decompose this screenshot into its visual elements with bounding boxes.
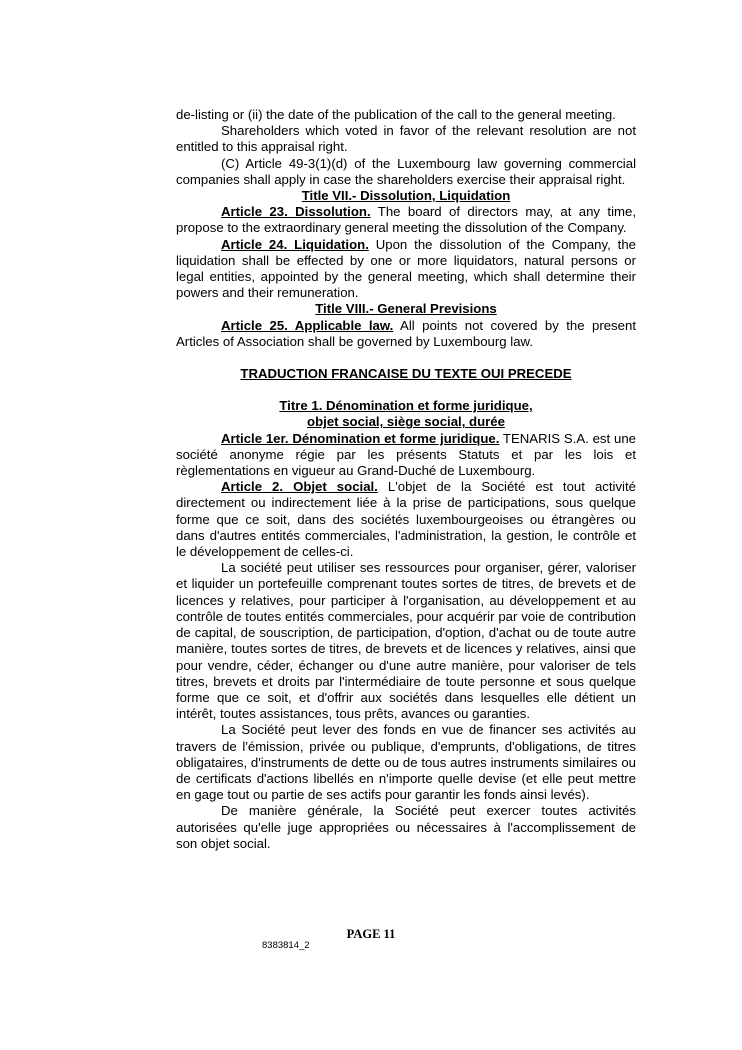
- article-1er: [176, 431, 636, 480]
- document-body: [176, 107, 636, 852]
- paragraph-delisting: de-listing or (ii) the date of the publication of the call to the general meeting.: [176, 107, 616, 122]
- paragraph-lever-fonds: La Société peut lever des fonds en vue de financer ses activités au travers de l'émission, privée ou publique, d'emprunts, d'obligations, de titres obligataires, d'instruments de dette ou de tous autres instruments similaires ou de certificats d'actions libellés en n'importe quelle devise (et elle peut mettre en gage tout ou partie de ses actifs pour garantir les fonds ainsi levés).: [176, 722, 636, 803]
- paragraph-ressources: La société peut utiliser ses ressources pour organiser, gérer, valoriser et liquider un portefeuille comprenant toutes sortes de titres, de brevets et de licences y relatives, pour participer à l'organisation, au développement et au contrôle de toutes entités commerciales, pour acquérir par voie de contribution de capital, de souscription, de participation, d'option, d'achat ou de toute autre manière, toutes sortes de titres, de brevets et de licences y relatives, ainsi que pour vendre, céder, échanger ou d'une autre manière, pour valoriser de tels titres, brevets et droits par l'intermédiaire de toute personne et sous quelque forme que ce soit, et d'offrir aux sociétés dans lesquelles elle détient un intérêt, toutes assistances, tous prêts, avances ou garanties.: [176, 560, 636, 722]
- article-24: [176, 237, 636, 302]
- traduction-heading: TRADUCTION FRANCAISE DU TEXTE OUI PRECEDE: [240, 366, 572, 382]
- article-2-heading: Article 2. Objet social.: [221, 479, 378, 495]
- paragraph-shareholders: Shareholders which voted in favor of the relevant resolution are not entitled to this appraisal right.: [176, 123, 636, 155]
- article-23-text: The board of directors may, at any time, propose to the extraordinary general meeting the dissolution of the Company.: [176, 204, 636, 236]
- titre-1-heading-line-1: Titre 1. Dénomination et forme juridique,: [279, 398, 533, 414]
- article-24-heading: Article 24. Liquidation.: [221, 236, 369, 252]
- page-number: PAGE 11: [346, 927, 396, 941]
- paragraph-maniere-generale: De manière générale, la Société peut exercer toutes activités autorisées qu'elle juge appropriées ou nécessaires à l'accomplissement de son objet social.: [176, 803, 636, 851]
- title-viii-heading: Title VIII.- General Previsions: [315, 301, 497, 317]
- article-25: [176, 318, 636, 350]
- article-2: [176, 479, 636, 560]
- spacer: [176, 382, 636, 398]
- title-vii-heading: Title VII.- Dissolution, Liquidation: [301, 188, 511, 204]
- article-1er-text: TENARIS S.A. est une société anonyme régie par les présents Statuts et par les lois et règlementations en vigueur au Grand-Duché de Luxembourg.: [176, 430, 636, 479]
- paragraph-article-49: (C) Article 49-3(1)(d) of the Luxembourg law governing commercial companies shall apply in case the shareholders exercise their appraisal right.: [176, 155, 636, 187]
- article-1er-heading: Article 1er. Dénomination et forme juridique.: [221, 430, 500, 446]
- article-24-text: Upon the dissolution of the Company, the liquidation shall be effected by one or more liquidators, natural persons or legal entities, appointed by the general meeting, which shall determine their powers and their remuneration.: [176, 236, 636, 301]
- article-25-heading: Article 25. Applicable law.: [221, 317, 394, 333]
- article-2-text: L'objet de la Société est tout activité directement ou indirectement liée à la prise de participations, sous quelque forme que ce soit, dans des sociétés luxembourgeoises ou étrangères ou dans d'autres entités commerciales, l'administration, la gestion, le contrôle et le développement de celles-ci.: [176, 479, 636, 560]
- article-25-text: All points not covered by the present Articles of Association shall be governed by Luxembourg law.: [176, 317, 636, 349]
- article-23-heading: Article 23. Dissolution.: [221, 204, 371, 220]
- titre-1-heading-line-2: objet social, siège social, durée: [307, 414, 505, 430]
- document-id: 8383814_2: [262, 940, 310, 951]
- article-23: [176, 204, 636, 236]
- spacer: [176, 350, 636, 366]
